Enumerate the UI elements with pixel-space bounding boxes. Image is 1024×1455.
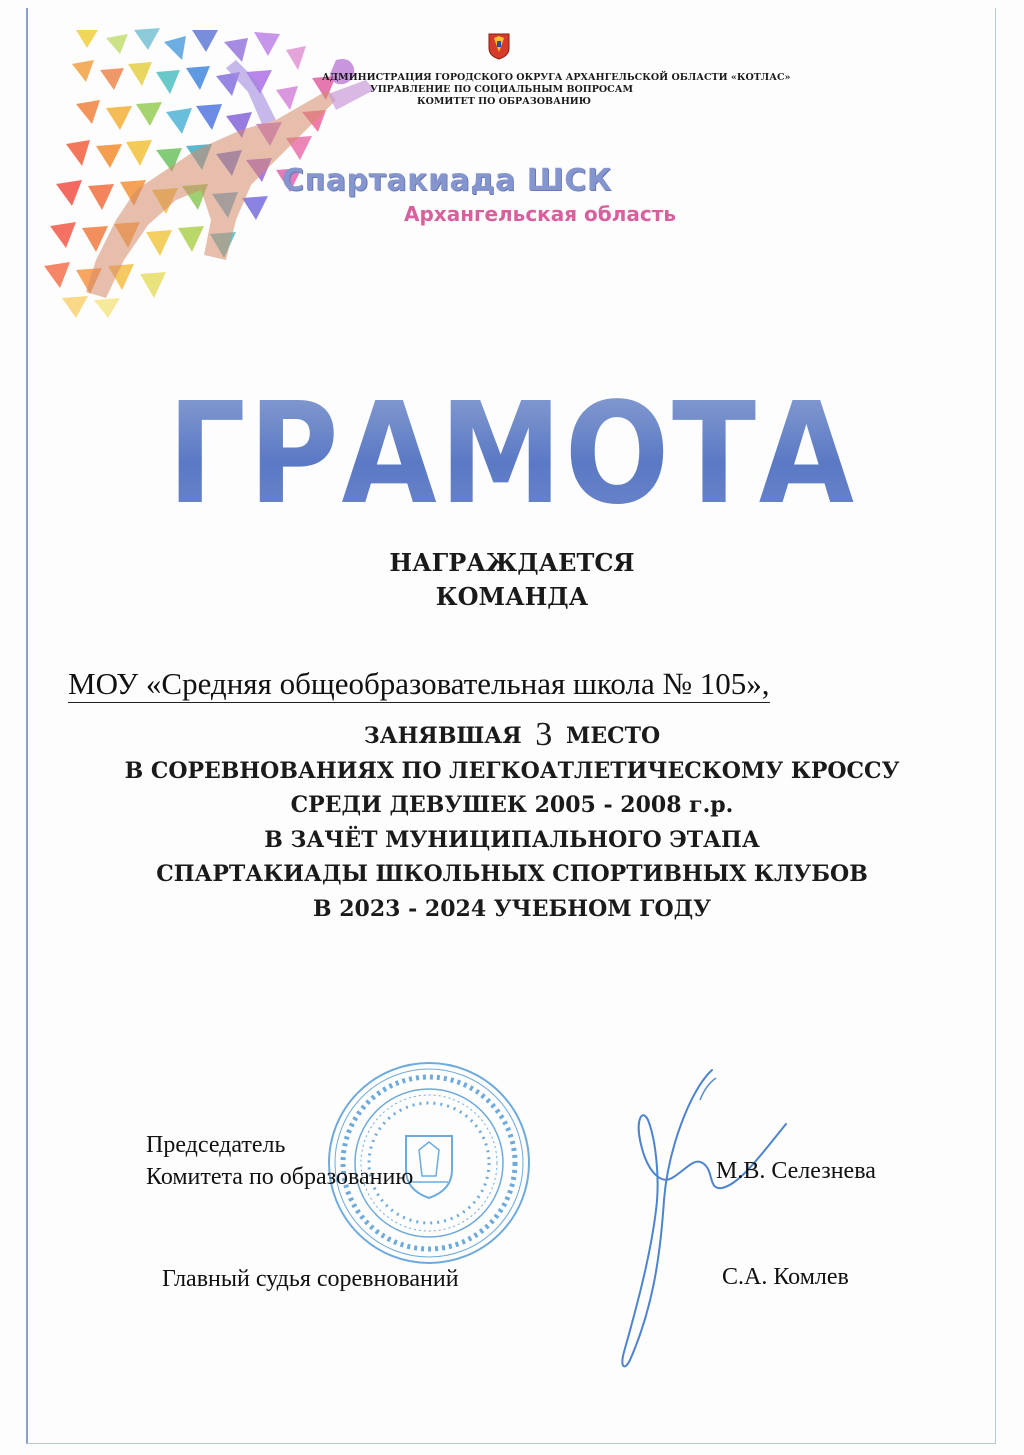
competition-line: В СОРЕВНОВАНИЯХ ПО ЛЕГКОАТЛЕТИЧЕСКОМУ КРОССУ xyxy=(124,757,900,784)
place-number: 3 xyxy=(535,716,553,753)
awarded-line1: НАГРАЖДАЕТСЯ xyxy=(389,548,635,577)
place-line xyxy=(0,718,1024,754)
spartakiad-line: СПАРТАКИАДЫ ШКОЛЬНЫХ СПОРТИВНЫХ КЛУБОВ xyxy=(156,861,868,887)
judge-title: Главный судья соревнований xyxy=(162,1266,459,1292)
event-region: Архангельская область xyxy=(404,202,676,226)
team-name: МОУ «Средняя общеобразовательная школа № 105», xyxy=(68,666,770,701)
handwritten-signature-icon xyxy=(590,1060,810,1380)
chair-title-line1: Председатель xyxy=(146,1132,286,1158)
team-name-line xyxy=(68,665,958,703)
chair-name: М.В. Селезнева xyxy=(716,1158,876,1184)
issuer-block xyxy=(290,72,830,108)
certificate-title: ГРАМОТА xyxy=(61,380,962,530)
issuer-line-administration: АДМИНИСТРАЦИЯ ГОРОДСКОГО ОКРУГА АРХАНГЕЛЬСКОЙ ОБЛАСТИ «КОТЛАС» xyxy=(322,72,791,83)
issuer-line-committee: КОМИТЕТ ПО ОБРАЗОВАНИЮ xyxy=(417,96,591,107)
award-description xyxy=(0,718,1024,926)
stage-line: В ЗАЧЁТ МУНИЦИПАЛЬНОГО ЭТАПА xyxy=(264,826,760,853)
place-suffix: МЕСТО xyxy=(565,723,661,749)
awarded-heading xyxy=(0,546,1024,614)
judge-name: С.А. Комлев xyxy=(722,1264,849,1290)
place-prefix: ЗАНЯВШАЯ xyxy=(363,723,522,749)
year-line: В 2023 - 2024 УЧЕБНОМ ГОДУ xyxy=(312,895,712,922)
chair-title-line2: Комитета по образованию xyxy=(146,1164,414,1190)
coat-of-arms-icon xyxy=(488,32,510,60)
awarded-line2: КОМАНДА xyxy=(435,582,589,611)
issuer-line-department: УПРАВЛЕНИЕ ПО СОЦИАЛЬНЫМ ВОПРОСАМ xyxy=(370,84,633,95)
event-name: Спартакиада ШСК xyxy=(282,163,612,198)
category-line: СРЕДИ ДЕВУШЕК 2005 - 2008 г.р. xyxy=(290,792,734,818)
